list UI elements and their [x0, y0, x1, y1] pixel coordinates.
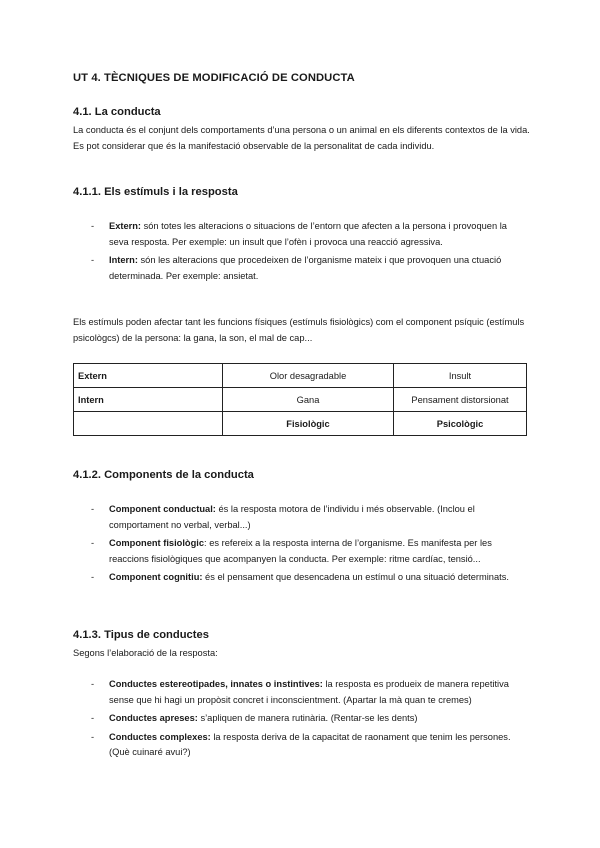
list-item-text: són totes les alteracions o situacions de l’entorn que afecten a la persona i provoquen la seva resposta. Per exemple: un insult que l’ofèn i provoca una reacció agressiva.	[109, 221, 507, 247]
dash-bullet: -	[91, 731, 95, 742]
table-row	[74, 364, 527, 388]
list-item-text: és el pensament que desencadena un estímul o una situació determinats.	[202, 572, 509, 582]
stimulus-table	[73, 363, 527, 436]
table-cell: Extern	[74, 364, 223, 388]
list-item	[91, 570, 511, 586]
section-heading-4-1-2: 4.1.2. Components de la conducta	[73, 469, 254, 481]
stimulus-list	[91, 219, 511, 287]
dash-bullet: -	[91, 713, 95, 723]
list-item-term: Component cognitiu:	[109, 572, 203, 582]
table-cell: Insult	[394, 364, 527, 388]
list-item-term: Conductes complexes:	[109, 731, 211, 742]
list-item	[91, 253, 511, 284]
list-item-text: s’apliquen de manera rutinària. (Rentar-se les dents)	[197, 713, 418, 723]
list-item	[91, 677, 511, 708]
table-cell: Gana	[223, 388, 394, 412]
dash-bullet: -	[91, 538, 95, 548]
list-item-text: la resposta es produeix de manera repetitiva sense que hi hagi un propòsit concret i inconscientment. (Apartar la mà quan te cremes)	[109, 679, 509, 705]
section-heading-4-1: 4.1. La conducta	[73, 106, 161, 118]
dash-bullet: -	[91, 255, 95, 265]
table-row	[74, 388, 527, 412]
list-item	[91, 502, 511, 533]
table-cell: Psicològic	[394, 412, 527, 436]
list-item-text: és la resposta motora de l’individu i més observable. (Inclou el comportament no verbal, verbal...)	[109, 504, 475, 530]
section-4-1-paragraph: La conducta és el conjunt dels comportaments d’una persona o un animal en els diferents contextos de la vida. Es pot considerar que és la manifestació observable de la personalitat de cada individu.	[73, 125, 530, 152]
list-item	[91, 536, 511, 567]
list-item-term: Conductes estereotipades, innates o instintives:	[109, 679, 323, 689]
list-item-text: són les alteracions que procedeixen de l’organisme mateix i que provoquen una ctuació determinada. Per exemple: ansietat.	[109, 255, 502, 281]
list-item	[91, 730, 511, 761]
list-item-term: Extern:	[109, 221, 142, 231]
table-cell: Intern	[74, 388, 223, 412]
list-item-term: Conductes apreses:	[109, 713, 198, 723]
table-cell: Pensament distorsionat	[394, 388, 527, 412]
list-item-term: Component fisiològic	[109, 538, 205, 548]
dash-bullet: -	[91, 221, 95, 231]
behaviour-types-list	[91, 677, 511, 764]
list-item-text: la resposta deriva de la capacitat de raonament que tenim les persones. (Què cuinaré avui?)	[109, 731, 511, 757]
list-item	[91, 711, 511, 727]
dash-bullet: -	[91, 572, 95, 582]
section-heading-4-1-3: 4.1.3. Tipus de conductes	[73, 629, 209, 641]
components-list	[91, 502, 511, 589]
section-4-1-1-paragraph: Els estímuls poden afectar tant les funcions físiques (estímuls fisiològics) com el component psíquic (estímuls psicològcs) de la persona: la gana, la son, el mal de cap...	[73, 317, 525, 344]
dash-bullet: -	[91, 679, 95, 689]
section-4-1-3-intro: Segons l’elaboració de la resposta:	[73, 648, 218, 658]
dash-bullet: -	[91, 504, 95, 514]
list-item	[91, 219, 511, 250]
document-title: UT 4. TÈCNIQUES DE MODIFICACIÓ DE CONDUCTA	[73, 72, 355, 84]
list-item-term: Intern:	[109, 255, 138, 265]
list-item-text: : es refereix a la resposta interna de l’organisme. Es manifesta per les reaccions fisiològiques que acompanyen la conducta. Per exemple: ritme cardíac, tensió...	[109, 538, 492, 564]
table-row	[74, 412, 527, 436]
table-cell	[74, 412, 223, 436]
list-item-term: Component conductual:	[109, 504, 216, 514]
table-cell: Fisiològic	[223, 412, 394, 436]
section-heading-4-1-1: 4.1.1. Els estímuls i la resposta	[73, 186, 238, 198]
table-cell: Olor desagradable	[223, 364, 394, 388]
